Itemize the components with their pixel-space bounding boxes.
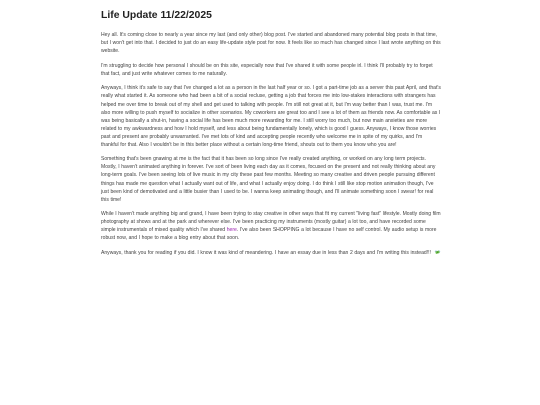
paragraph-changes: Anyways, I think it's safe to say that I've changed a lot as a person in the last half year or so. I got a part-time job as a server this past April, and that's really what started it. As someone who had been a bit of a social recluse, getting a job that forces me into low-stakes interactions with strangers has helped me over time to break out of my shell and get used to talking with people. I'm still not great at it, but I'm way better than I was, trust me. I'm also more willing to push myself to socialize in other scenarios. My coworkers are great too and I see a lot of them as friends now. As comfortable as I was being basically a shut-in, having a social life has been much more rewarding for me. I still worry too much, but now main anxieties are more related to my awkwardness and how I hold myself, and less about being fundamentally lonely, which is good I guess. Anyways, I know those worries past and present are probably unwarranted. I've met lots of kind and accepting people recently who welcome me in spite of my quirks, and I'm thankful for that. Also I wouldn't be in this better place without a certain long-time friend, shouts out to them you know who you are! [101, 85, 441, 148]
paragraph-hobbies-text-start: While I haven't made anything big and grand, I have been trying to stay creative in other ways that fit my current "living fast" lifestyle. Mostly doing film photography at shows and at the park and wherever else. I've been practicing my instruments (mostly guitar) a lot too, and have recorded some simple instrumentals of mixed quality which I've shared [101, 211, 441, 234]
paragraph-personal: I'm struggling to decide how personal I should be on this site, especially now that I've shared it with some people irl. I think I'll probably try to forget that fact, and just write whatever comes to me naturally. [101, 62, 433, 77]
paragraph-closing [101, 249, 441, 257]
post-title: Life Update 11/22/2025 [101, 10, 212, 21]
blog-post [101, 9, 441, 264]
paragraph-closing-text: Anyways, thank you for reading if you did. I know it was kind of meandering. I have an essay due in less than 2 days and I'm writing this instead!!! [101, 250, 433, 257]
paragraph-creativity: Something that's been gnawing at me is the fact that it has been so long since I've really created anything, or worked on any long term projects. Mostly, I haven't animated anything in forever. I've sort of been living each day as it comes, focused on the present and not really thinking about any long-term goals. I've been seeing lots of live music in my city these past few months. Meeting so many creative and driven people pursuing different things has made me question what I actually want out of life, and what I actually enjoy doing. I do think I still like stop motion animation though, I've just been kind of demotivated and a little busier than I used to be. I wanna keep animating though, and I'll animate something soon I swear! for real this time! [101, 156, 436, 203]
post-body [101, 31, 441, 257]
paragraph-intro: Hey all. It's coming close to nearly a year since my last (and only other) blog post. I've started and abandoned many potential blog posts in that time, but I won't get into that. I decided to just do an easy life-update style post for now. It feels like so much has changed since I last wrote anything on this website. [101, 32, 441, 55]
paragraph-hobbies-text-end: . I've also been SHOPPING a lot because I have no self control. My audio setup is more robust now, and I hope to make a blog entry about that soon. [101, 227, 437, 242]
paragraph-hobbies [101, 210, 441, 242]
money-wings-icon [434, 249, 441, 255]
recordings-link[interactable]: here [226, 227, 237, 234]
